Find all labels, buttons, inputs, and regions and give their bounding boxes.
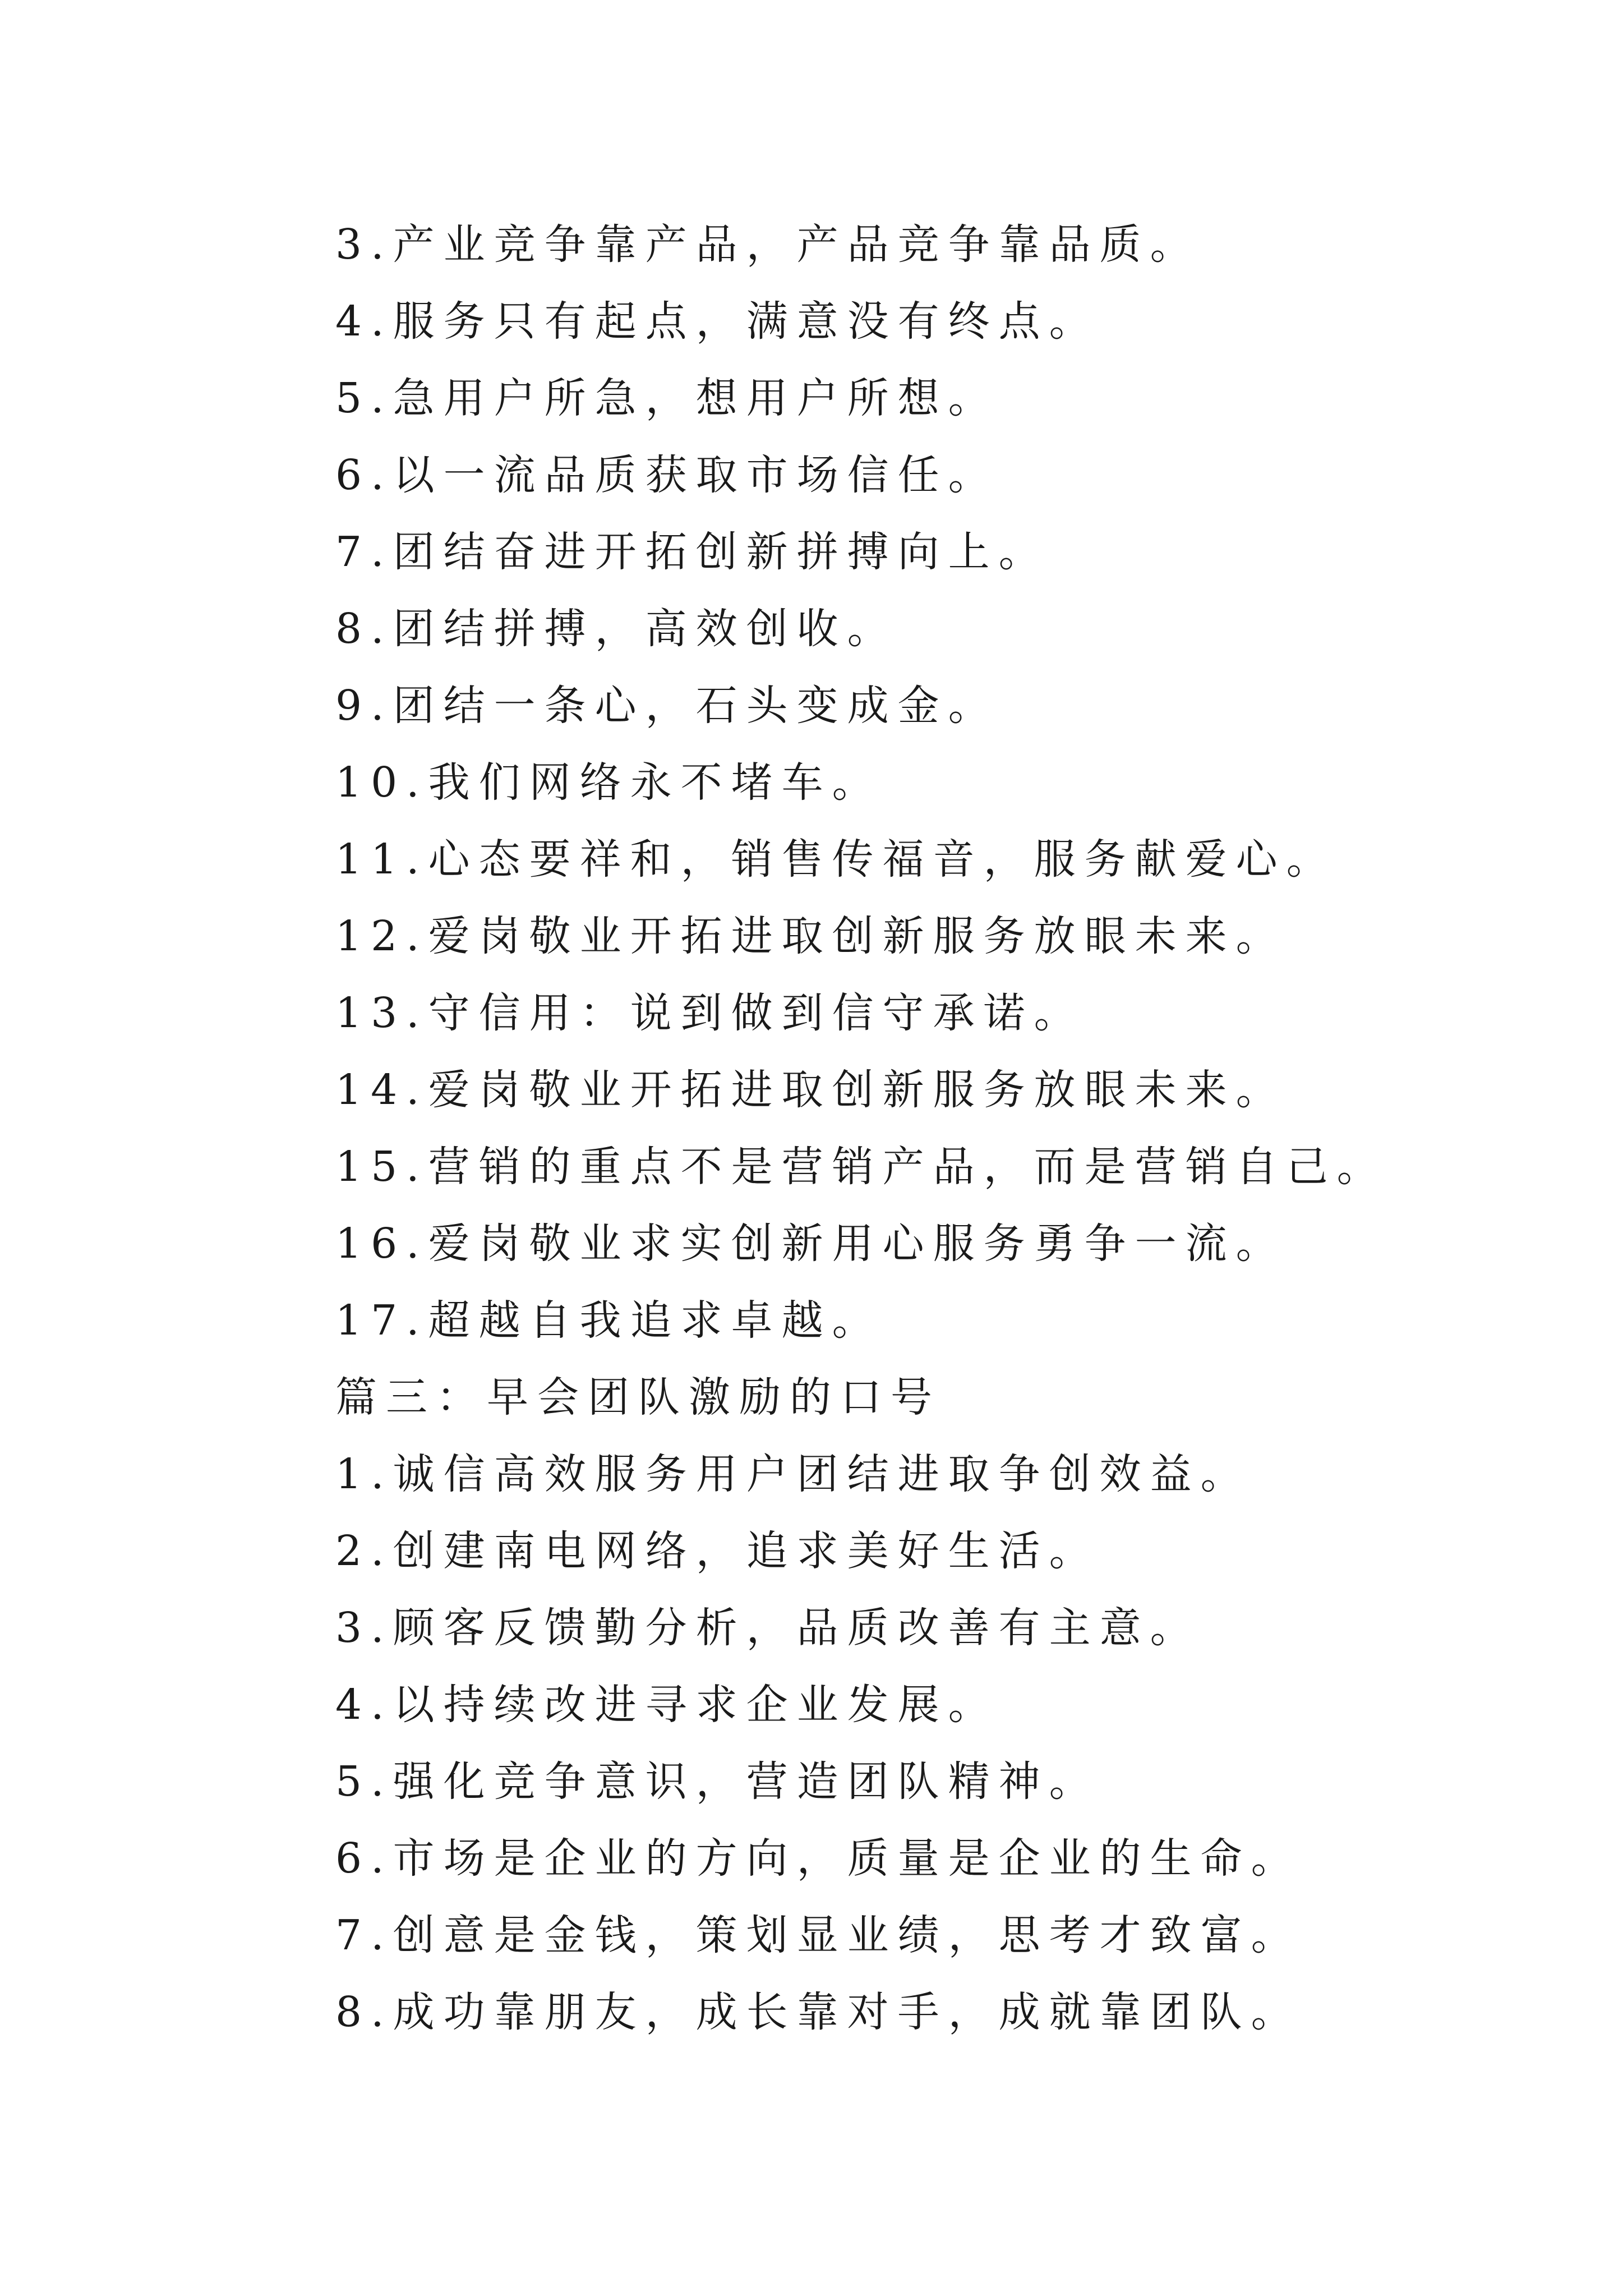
text-line: 5.强化竞争意识，营造团队精神。	[335, 1757, 1100, 1806]
text-line: 3.顾客反馈勤分析，品质改善有主意。	[335, 1604, 1201, 1652]
text-line: 6.以一流品质获取市场信任。	[335, 451, 999, 499]
text-line: 9.团结一条心，石头变成金。	[335, 682, 999, 730]
section-heading: 篇三：早会团队激励的口号	[335, 1373, 941, 1421]
text-line: 16.爱岗敬业求实创新用心服务勇争一流。	[335, 1220, 1287, 1268]
text-line: 14.爱岗敬业开拓进取创新服务放眼未来。	[335, 1066, 1287, 1114]
text-line: 8.团结拼搏，高效创收。	[335, 605, 898, 653]
text-line: 5.急用户所急，想用户所想。	[335, 374, 999, 422]
text-line: 17.超越自我追求卓越。	[335, 1296, 883, 1345]
text-line: 6.市场是企业的方向，质量是企业的生命。	[335, 1834, 1302, 1883]
text-line: 8.成功靠朋友，成长靠对手，成就靠团队。	[335, 1988, 1302, 2036]
text-line: 13.守信用：说到做到信守承诺。	[335, 989, 1085, 1037]
text-line: 4.以持续改进寻求企业发展。	[335, 1681, 999, 1729]
text-line: 12.爱岗敬业开拓进取创新服务放眼未来。	[335, 912, 1287, 960]
text-line: 15.营销的重点不是营销产品，而是营销自己。	[335, 1143, 1387, 1191]
text-line: 10.我们网络永不堵车。	[335, 758, 883, 807]
text-line: 7.创意是金钱，策划显业绩，思考才致富。	[335, 1911, 1302, 1959]
text-line: 3.产业竞争靠产品，产品竞争靠品质。	[335, 220, 1201, 269]
document-body	[335, 206, 1457, 2051]
text-line: 1.诚信高效服务用户团结进取争创效益。	[335, 1450, 1251, 1498]
text-line: 7.团结奋进开拓创新拼搏向上。	[335, 528, 1049, 576]
text-line: 2.创建南电网络，追求美好生活。	[335, 1527, 1100, 1575]
text-line: 4.服务只有起点，满意没有终点。	[335, 297, 1100, 346]
text-line: 11.心态要祥和，销售传福音，服务献爱心。	[335, 835, 1337, 884]
